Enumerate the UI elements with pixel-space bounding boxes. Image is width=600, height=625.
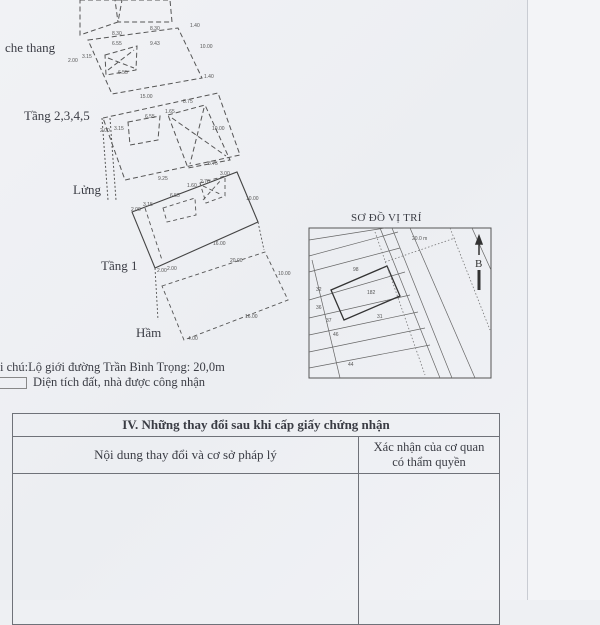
column-header-confirmation <box>359 437 500 474</box>
svg-text:2.00: 2.00 <box>167 266 177 272</box>
legend-box-text: Diện tích đất, nhà được công nhận <box>33 375 206 389</box>
changes-content-cell <box>13 474 359 625</box>
label-basement: Hầm <box>136 325 162 340</box>
svg-text:8.75: 8.75 <box>208 161 218 167</box>
column-header-confirmation-line2: có thẩm quyền <box>392 455 466 469</box>
svg-text:15.00: 15.00 <box>140 94 153 100</box>
svg-text:10.00: 10.00 <box>246 196 259 202</box>
svg-text:16.00: 16.00 <box>245 314 258 320</box>
confirmation-cell <box>359 474 500 625</box>
svg-text:8.75: 8.75 <box>183 99 193 105</box>
svg-text:10.00: 10.00 <box>212 126 225 132</box>
svg-text:1.60: 1.60 <box>187 183 197 189</box>
svg-text:20.00: 20.00 <box>230 258 243 264</box>
legend-box-icon <box>0 377 27 389</box>
svg-text:9.25: 9.25 <box>158 176 168 182</box>
svg-text:2.00: 2.00 <box>131 207 141 213</box>
svg-text:1.40: 1.40 <box>190 23 200 29</box>
svg-text:8.30: 8.30 <box>112 31 122 37</box>
svg-text:3.15: 3.15 <box>143 202 153 208</box>
svg-text:2.70: 2.70 <box>200 179 210 185</box>
svg-text:16.00: 16.00 <box>213 241 226 247</box>
svg-text:44: 44 <box>348 362 354 368</box>
changes-table-title: IV. Những thay đổi sau khi cấp giấy chứng nhận <box>13 414 500 437</box>
svg-text:2.00: 2.00 <box>100 128 110 134</box>
svg-text:1.65: 1.65 <box>165 109 175 115</box>
legend-note-text: Lộ giới đường Trần Bình Trọng: 20,0m <box>28 360 225 374</box>
svg-text:20.0 m: 20.0 m <box>412 236 428 242</box>
svg-text:3.00: 3.00 <box>220 171 230 177</box>
label-floors-2-5: Tầng 2,3,4,5 <box>24 108 90 123</box>
svg-text:2.00: 2.00 <box>157 268 167 274</box>
svg-text:46: 46 <box>333 332 339 338</box>
svg-text:4.00: 4.00 <box>188 336 198 342</box>
svg-text:3.15: 3.15 <box>114 126 124 132</box>
site-map-title: SƠ ĐỒ VỊ TRÍ <box>351 212 422 224</box>
legend <box>0 360 225 390</box>
svg-text:31: 31 <box>377 314 383 320</box>
north-label: B <box>475 258 483 270</box>
legend-note-prefix: i chú: <box>0 360 29 374</box>
changes-table <box>12 413 500 625</box>
column-header-content: Nội dung thay đổi và cơ sở pháp lý <box>13 437 359 474</box>
svg-text:9.43: 9.43 <box>150 41 160 47</box>
svg-text:98: 98 <box>353 267 359 273</box>
label-floor-1: Tầng 1 <box>101 258 138 273</box>
svg-text:6.55: 6.55 <box>145 114 155 120</box>
svg-text:6.55: 6.55 <box>170 193 180 199</box>
svg-text:6.55: 6.55 <box>112 41 122 47</box>
svg-text:32: 32 <box>316 287 322 293</box>
label-stair-cover: che thang <box>5 40 56 55</box>
column-header-confirmation-line1: Xác nhận của cơ quan <box>373 440 485 454</box>
svg-text:10.00: 10.00 <box>200 44 213 50</box>
svg-text:3.15: 3.15 <box>82 54 92 60</box>
svg-text:8.30: 8.30 <box>150 26 160 32</box>
svg-text:2.00: 2.00 <box>68 58 78 64</box>
svg-text:1.40: 1.40 <box>204 74 214 80</box>
svg-text:10.00: 10.00 <box>278 271 291 277</box>
svg-text:182: 182 <box>367 290 376 296</box>
svg-text:6.55: 6.55 <box>118 70 128 76</box>
svg-text:37: 37 <box>326 318 332 324</box>
label-mezzanine: Lửng <box>73 182 101 197</box>
svg-text:36: 36 <box>316 305 322 311</box>
